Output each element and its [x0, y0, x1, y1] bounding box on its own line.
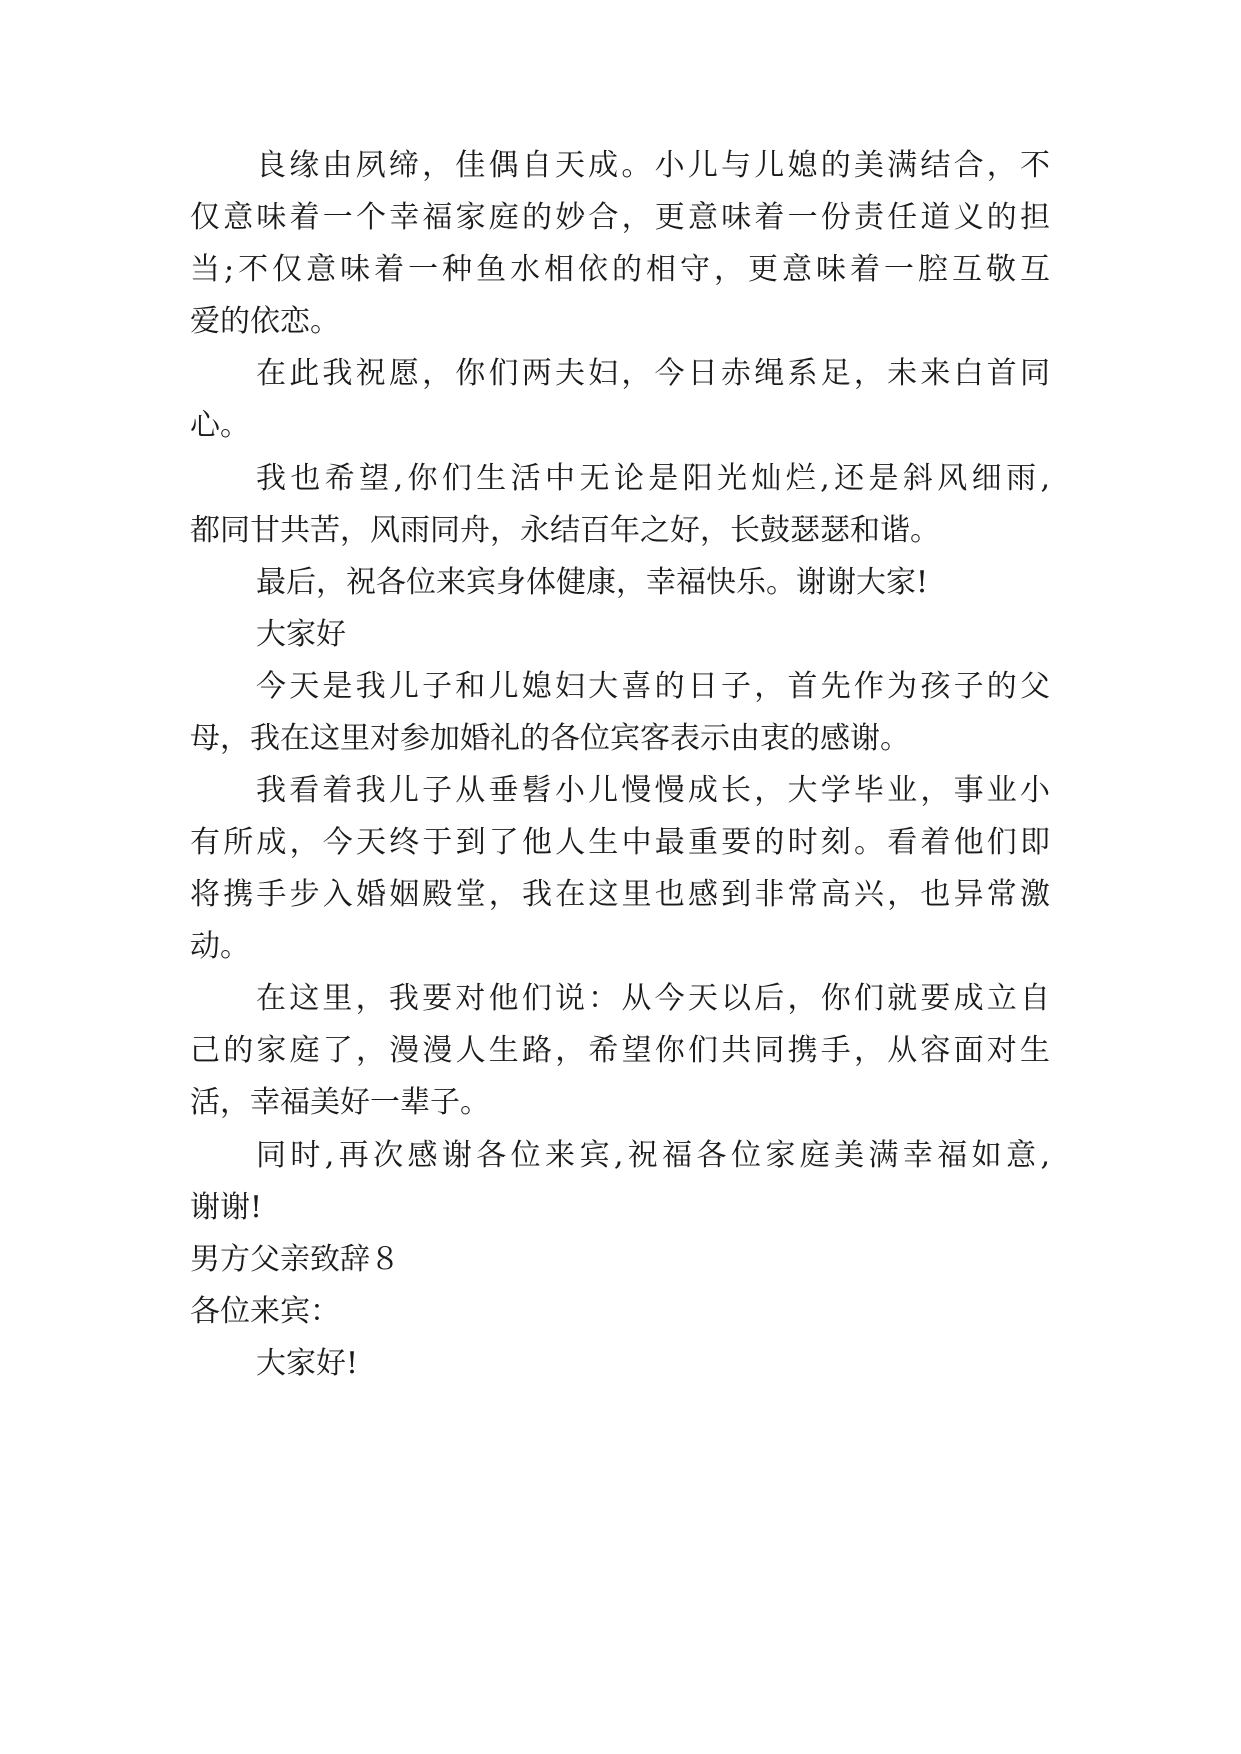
paragraph-line: 都同甘共苦，风雨同舟，永结百年之好，长鼓瑟瑟和谐。	[190, 513, 940, 548]
paragraph-line: 将携手步入婚姻殿堂，我在这里也感到非常高兴，也异常激	[190, 877, 1050, 912]
section-heading: 男方父亲致辞８	[190, 1242, 400, 1277]
greeting-line: 大家好!	[256, 1346, 359, 1381]
paragraph-line: 心。	[190, 408, 250, 443]
paragraph-line: 我看着我儿子从垂髫小儿慢慢成长，大学毕业，事业小	[256, 773, 1050, 808]
greeting-line: 大家好	[256, 617, 346, 652]
paragraph-line: 仅意味着一个幸福家庭的妙合，更意味着一份责任道义的担	[190, 200, 1050, 235]
paragraph-line: 母，我在这里对参加婚礼的各位宾客表示由衷的感谢。	[190, 721, 910, 756]
paragraph-line: 动。	[190, 929, 250, 964]
paragraph-line: 己的家庭了，漫漫人生路，希望你们共同携手，从容面对生	[190, 1033, 1050, 1068]
document-page	[190, 0, 1050, 1754]
paragraph-line: 在此我祝愿，你们两夫妇，今日赤绳系足，未来白首同	[256, 356, 1050, 391]
paragraph-line: 当;不仅意味着一种鱼水相依的相守，更意味着一腔互敬互	[190, 252, 1050, 287]
salutation-line: 各位来宾：	[190, 1294, 340, 1329]
paragraph-line: 活，幸福美好一辈子。	[190, 1085, 490, 1120]
paragraph-line: 有所成，今天终于到了他人生中最重要的时刻。看着他们即	[190, 825, 1050, 860]
paragraph-line: 谢谢!	[190, 1190, 263, 1225]
paragraph-line: 在这里，我要对他们说：从今天以后，你们就要成立自	[256, 981, 1050, 1016]
paragraph-line: 今天是我儿子和儿媳妇大喜的日子，首先作为孩子的父	[256, 669, 1050, 704]
paragraph-line: 良缘由夙缔，佳偶自天成。小儿与儿媳的美满结合，不	[256, 148, 1050, 183]
paragraph-line: 同时,再次感谢各位来宾,祝福各位家庭美满幸福如意,	[256, 1138, 1050, 1173]
paragraph-line: 最后，祝各位来宾身体健康，幸福快乐。谢谢大家!	[256, 565, 929, 600]
paragraph-line: 我也希望,你们生活中无论是阳光灿烂,还是斜风细雨,	[256, 461, 1050, 496]
paragraph-line: 爱的依恋。	[190, 304, 340, 339]
